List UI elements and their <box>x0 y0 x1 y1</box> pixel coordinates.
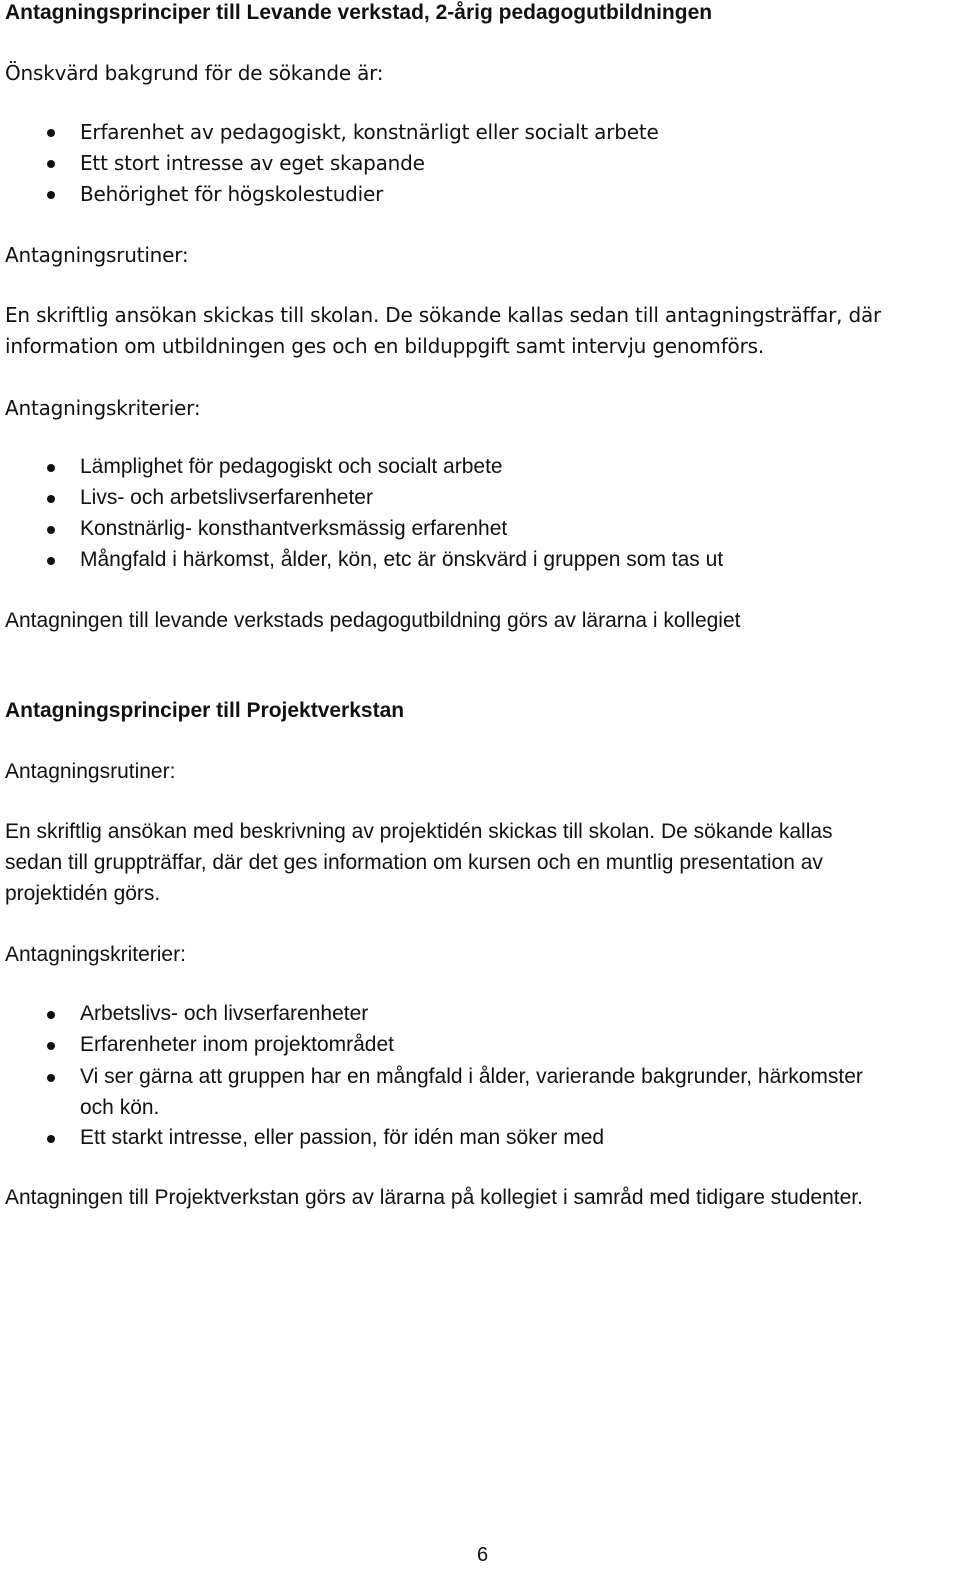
criteria-item: Ett starkt intresse, eller passion, för idén man söker med <box>80 1126 605 1149</box>
bullet-dot <box>47 129 55 137</box>
bullet-dot <box>47 464 55 472</box>
section1-heading: Antagningsprinciper till Levande verkstad, 2-årig pedagogutbildningen <box>5 1 713 24</box>
bullet-dot <box>47 1011 55 1019</box>
bullet-dot <box>47 160 55 168</box>
bullet-dot <box>47 1074 55 1082</box>
admission-note: Antagningen till levande verkstads pedagogutbildning görs av lärarna i kollegiet <box>5 609 741 632</box>
routines-text: projektidén görs. <box>5 882 161 905</box>
criteria-item: Arbetslivs- och livserfarenheter <box>80 1002 369 1025</box>
criteria-label: Antagningskriterier: <box>5 396 201 420</box>
page-number: 6 <box>477 1544 489 1566</box>
criteria-item-continuation: och kön. <box>80 1096 160 1119</box>
background-item: Erfarenhet av pedagogiskt, konstnärligt eller socialt arbete <box>80 120 659 144</box>
criteria-item: Lämplighet för pedagogiskt och socialt arbete <box>80 455 503 478</box>
criteria-label: Antagningskriterier: <box>5 943 186 966</box>
routines-text: En skriftlig ansökan skickas till skolan. De sökande kallas sedan till antagningsträffar, där <box>5 303 882 327</box>
bullet-dot <box>47 557 55 565</box>
section2-heading: Antagningsprinciper till Projektverkstan <box>5 699 405 722</box>
routines-label: Antagningsrutiner: <box>5 760 176 783</box>
bullet-dot <box>47 1135 55 1143</box>
bullet-dot <box>47 495 55 503</box>
background-intro: Önskvärd bakgrund för de sökande är: <box>5 61 384 85</box>
bullet-dot <box>47 191 55 199</box>
criteria-item: Mångfald i härkomst, ålder, kön, etc är önskvärd i gruppen som tas ut <box>80 548 724 571</box>
routines-text: En skriftlig ansökan med beskrivning av projektidén skickas till skolan. De sökande kallas <box>5 820 833 843</box>
bullet-dot <box>47 1042 55 1050</box>
routines-text: information om utbildningen ges och en bilduppgift samt intervju genomförs. <box>5 334 764 358</box>
admission-note: Antagningen till Projektverkstan görs av lärarna på kollegiet i samråd med tidigare studenter. <box>5 1186 863 1209</box>
routines-text: sedan till gruppträffar, där det ges information om kursen och en muntlig presentation av <box>5 851 823 874</box>
criteria-item: Vi ser gärna att gruppen har en mångfald i ålder, varierande bakgrunder, härkomster <box>80 1065 863 1088</box>
criteria-item: Konstnärlig- konsthantverksmässig erfarenhet <box>80 517 508 540</box>
bullet-dot <box>47 526 55 534</box>
background-item: Behörighet för högskolestudier <box>80 182 384 206</box>
criteria-item: Livs- och arbetslivserfarenheter <box>80 486 373 509</box>
routines-label: Antagningsrutiner: <box>5 243 189 267</box>
background-item: Ett stort intresse av eget skapande <box>80 151 425 175</box>
criteria-item: Erfarenheter inom projektområdet <box>80 1033 394 1056</box>
